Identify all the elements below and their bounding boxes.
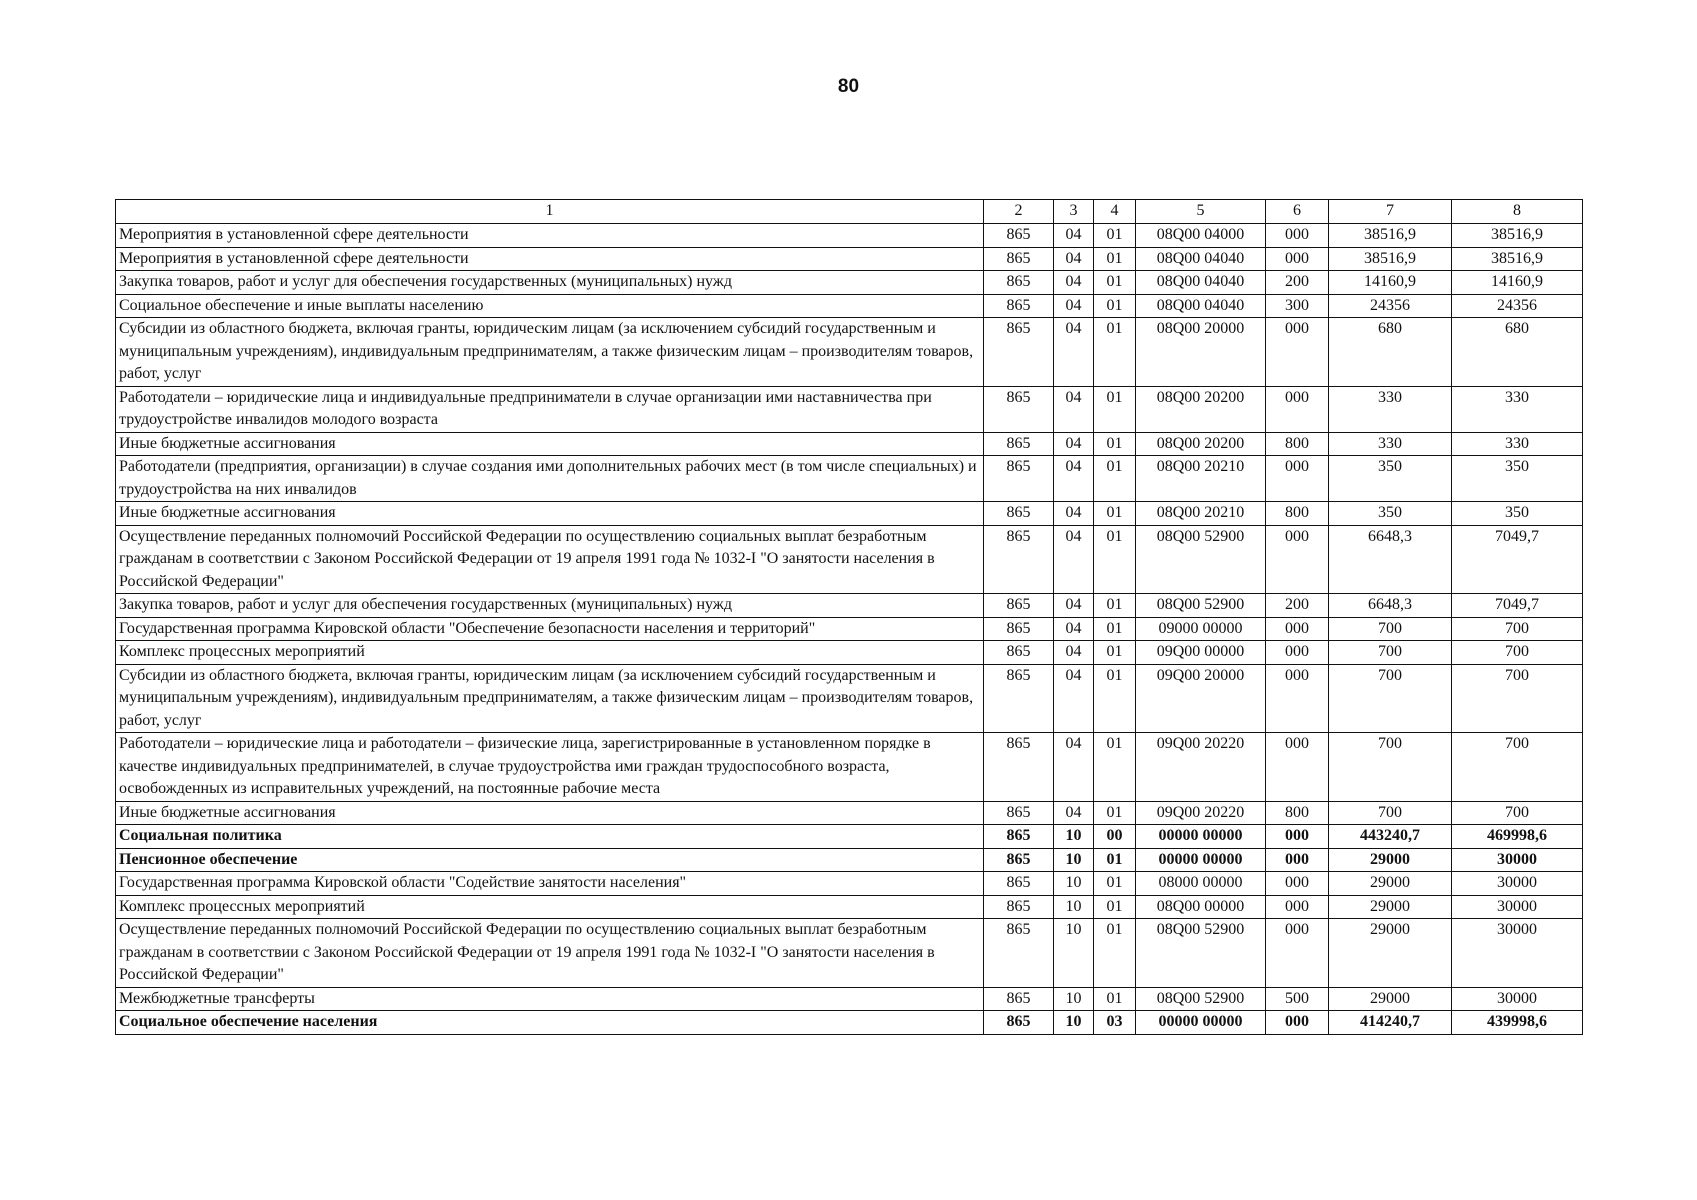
amount-cell: 330 <box>1452 386 1583 432</box>
expense-type-cell: 000 <box>1266 456 1329 502</box>
subsection-cell: 01 <box>1094 987 1136 1011</box>
target-article-cell: 08Q00 20210 <box>1136 502 1266 526</box>
table-row <box>116 386 1583 432</box>
header-cell: 8 <box>1452 200 1583 224</box>
code-cell: 865 <box>984 987 1054 1011</box>
amount-cell: 330 <box>1329 432 1452 456</box>
expense-type-cell: 000 <box>1266 386 1329 432</box>
code-cell: 865 <box>984 525 1054 594</box>
amount-cell: 350 <box>1452 502 1583 526</box>
amount-cell: 14160,9 <box>1329 271 1452 295</box>
target-article-cell: 09Q00 20000 <box>1136 664 1266 733</box>
table-row <box>116 664 1583 733</box>
target-article-cell: 08Q00 20200 <box>1136 386 1266 432</box>
expense-type-cell: 800 <box>1266 502 1329 526</box>
name-cell: Комплекс процессных мероприятий <box>116 641 984 665</box>
target-article-cell: 08Q00 52900 <box>1136 987 1266 1011</box>
table-row <box>116 617 1583 641</box>
expense-type-cell: 000 <box>1266 872 1329 896</box>
subsection-cell: 01 <box>1094 294 1136 318</box>
header-cell: 5 <box>1136 200 1266 224</box>
expense-type-cell: 000 <box>1266 825 1329 849</box>
table-row <box>116 224 1583 248</box>
name-cell: Осуществление переданных полномочий Российской Федерации по осуществлению социальных выплат безработным гражданам в соответствии с Законом Российской Федерации от 19 апреля 1991 года № 1032-I "О занятости населения в Российской Федерации" <box>116 525 984 594</box>
expense-type-cell: 200 <box>1266 594 1329 618</box>
amount-cell: 29000 <box>1329 872 1452 896</box>
expense-type-cell: 000 <box>1266 733 1329 802</box>
subsection-cell: 01 <box>1094 895 1136 919</box>
table-row <box>116 825 1583 849</box>
amount-cell: 29000 <box>1329 987 1452 1011</box>
code-cell: 865 <box>984 848 1054 872</box>
amount-cell: 350 <box>1329 456 1452 502</box>
subsection-cell: 01 <box>1094 432 1136 456</box>
table-row <box>116 733 1583 802</box>
name-cell: Иные бюджетные ассигнования <box>116 801 984 825</box>
header-cell: 7 <box>1329 200 1452 224</box>
amount-cell: 30000 <box>1452 919 1583 988</box>
name-cell: Социальное обеспечение и иные выплаты населению <box>116 294 984 318</box>
section-cell: 04 <box>1054 247 1094 271</box>
name-cell: Иные бюджетные ассигнования <box>116 432 984 456</box>
table-row <box>116 872 1583 896</box>
section-cell: 04 <box>1054 386 1094 432</box>
section-cell: 04 <box>1054 617 1094 641</box>
amount-cell: 30000 <box>1452 872 1583 896</box>
subsection-cell: 00 <box>1094 825 1136 849</box>
name-cell: Работодатели – юридические лица и индивидуальные предприниматели в случае организации ими наставничества при трудоустройстве инвалидов молодого возраста <box>116 386 984 432</box>
code-cell: 865 <box>984 872 1054 896</box>
table-row <box>116 641 1583 665</box>
amount-cell: 14160,9 <box>1452 271 1583 295</box>
section-cell: 10 <box>1054 987 1094 1011</box>
subsection-cell: 01 <box>1094 801 1136 825</box>
expense-type-cell: 800 <box>1266 432 1329 456</box>
section-cell: 10 <box>1054 825 1094 849</box>
amount-cell: 7049,7 <box>1452 594 1583 618</box>
amount-cell: 29000 <box>1329 848 1452 872</box>
amount-cell: 38516,9 <box>1452 247 1583 271</box>
expense-type-cell: 200 <box>1266 271 1329 295</box>
name-cell: Закупка товаров, работ и услуг для обеспечения государственных (муниципальных) нужд <box>116 271 984 295</box>
amount-cell: 439998,6 <box>1452 1011 1583 1035</box>
expense-type-cell: 000 <box>1266 641 1329 665</box>
code-cell: 865 <box>984 733 1054 802</box>
expense-type-cell: 000 <box>1266 318 1329 387</box>
expense-type-cell: 800 <box>1266 801 1329 825</box>
target-article-cell: 00000 00000 <box>1136 848 1266 872</box>
target-article-cell: 08Q00 00000 <box>1136 895 1266 919</box>
code-cell: 865 <box>984 664 1054 733</box>
amount-cell: 350 <box>1452 456 1583 502</box>
target-article-cell: 08Q00 20200 <box>1136 432 1266 456</box>
table-row <box>116 456 1583 502</box>
amount-cell: 29000 <box>1329 919 1452 988</box>
amount-cell: 24356 <box>1329 294 1452 318</box>
amount-cell: 680 <box>1452 318 1583 387</box>
name-cell: Мероприятия в установленной сфере деятельности <box>116 224 984 248</box>
name-cell: Осуществление переданных полномочий Российской Федерации по осуществлению социальных выплат безработным гражданам в соответствии с Законом Российской Федерации от 19 апреля 1991 года № 1032-I "О занятости населения в Российской Федерации" <box>116 919 984 988</box>
amount-cell: 700 <box>1452 801 1583 825</box>
section-cell: 10 <box>1054 872 1094 896</box>
name-cell: Субсидии из областного бюджета, включая гранты, юридическим лицам (за исключением субсидий государственным и муниципальным учреждениям), индивидуальным предпринимателям, а также физическим лицам – производителям товаров, работ, услуг <box>116 664 984 733</box>
target-article-cell: 08Q00 04000 <box>1136 224 1266 248</box>
table-row <box>116 594 1583 618</box>
section-cell: 04 <box>1054 733 1094 802</box>
name-cell: Комплекс процессных мероприятий <box>116 895 984 919</box>
table-row <box>116 848 1583 872</box>
amount-cell: 330 <box>1452 432 1583 456</box>
subsection-cell: 01 <box>1094 594 1136 618</box>
amount-cell: 443240,7 <box>1329 825 1452 849</box>
code-cell: 865 <box>984 318 1054 387</box>
subsection-cell: 01 <box>1094 386 1136 432</box>
header-cell: 3 <box>1054 200 1094 224</box>
table-row <box>116 895 1583 919</box>
section-cell: 04 <box>1054 502 1094 526</box>
code-cell: 865 <box>984 432 1054 456</box>
name-cell: Социальное обеспечение населения <box>116 1011 984 1035</box>
section-cell: 04 <box>1054 271 1094 295</box>
code-cell: 865 <box>984 456 1054 502</box>
amount-cell: 700 <box>1329 664 1452 733</box>
table-row <box>116 1011 1583 1035</box>
expense-type-cell: 000 <box>1266 848 1329 872</box>
amount-cell: 7049,7 <box>1452 525 1583 594</box>
section-cell: 04 <box>1054 318 1094 387</box>
amount-cell: 350 <box>1329 502 1452 526</box>
expense-type-cell: 300 <box>1266 294 1329 318</box>
table-row <box>116 432 1583 456</box>
expense-type-cell: 000 <box>1266 895 1329 919</box>
amount-cell: 700 <box>1452 617 1583 641</box>
table-row <box>116 318 1583 387</box>
amount-cell: 680 <box>1329 318 1452 387</box>
name-cell: Межбюджетные трансферты <box>116 987 984 1011</box>
table-row <box>116 247 1583 271</box>
subsection-cell: 01 <box>1094 318 1136 387</box>
subsection-cell: 01 <box>1094 733 1136 802</box>
subsection-cell: 03 <box>1094 1011 1136 1035</box>
amount-cell: 30000 <box>1452 848 1583 872</box>
target-article-cell: 08Q00 04040 <box>1136 294 1266 318</box>
amount-cell: 6648,3 <box>1329 525 1452 594</box>
subsection-cell: 01 <box>1094 617 1136 641</box>
target-article-cell: 08000 00000 <box>1136 872 1266 896</box>
amount-cell: 30000 <box>1452 895 1583 919</box>
code-cell: 865 <box>984 502 1054 526</box>
target-article-cell: 09Q00 20220 <box>1136 733 1266 802</box>
section-cell: 04 <box>1054 641 1094 665</box>
target-article-cell: 09Q00 00000 <box>1136 641 1266 665</box>
amount-cell: 38516,9 <box>1329 224 1452 248</box>
expense-type-cell: 000 <box>1266 247 1329 271</box>
header-cell: 1 <box>116 200 984 224</box>
section-cell: 04 <box>1054 224 1094 248</box>
table-row <box>116 801 1583 825</box>
header-cell: 2 <box>984 200 1054 224</box>
code-cell: 865 <box>984 801 1054 825</box>
section-cell: 04 <box>1054 525 1094 594</box>
code-cell: 865 <box>984 617 1054 641</box>
section-cell: 04 <box>1054 664 1094 733</box>
code-cell: 865 <box>984 224 1054 248</box>
subsection-cell: 01 <box>1094 664 1136 733</box>
amount-cell: 30000 <box>1452 987 1583 1011</box>
section-cell: 10 <box>1054 848 1094 872</box>
subsection-cell: 01 <box>1094 502 1136 526</box>
code-cell: 865 <box>984 271 1054 295</box>
target-article-cell: 08Q00 52900 <box>1136 594 1266 618</box>
section-cell: 10 <box>1054 919 1094 988</box>
target-article-cell: 08Q00 52900 <box>1136 525 1266 594</box>
expense-type-cell: 000 <box>1266 525 1329 594</box>
subsection-cell: 01 <box>1094 641 1136 665</box>
name-cell: Мероприятия в установленной сфере деятельности <box>116 247 984 271</box>
name-cell: Работодатели (предприятия, организации) в случае создания ими дополнительных рабочих мест (в том числе специальных) и трудоустройства на них инвалидов <box>116 456 984 502</box>
expense-type-cell: 000 <box>1266 919 1329 988</box>
amount-cell: 700 <box>1329 641 1452 665</box>
amount-cell: 700 <box>1452 641 1583 665</box>
name-cell: Государственная программа Кировской области "Содействие занятости населения" <box>116 872 984 896</box>
amount-cell: 414240,7 <box>1329 1011 1452 1035</box>
table-row <box>116 987 1583 1011</box>
subsection-cell: 01 <box>1094 848 1136 872</box>
target-article-cell: 08Q00 04040 <box>1136 271 1266 295</box>
target-article-cell: 00000 00000 <box>1136 1011 1266 1035</box>
header-cell: 6 <box>1266 200 1329 224</box>
expense-type-cell: 000 <box>1266 1011 1329 1035</box>
target-article-cell: 08Q00 20000 <box>1136 318 1266 387</box>
subsection-cell: 01 <box>1094 456 1136 502</box>
amount-cell: 330 <box>1329 386 1452 432</box>
amount-cell: 469998,6 <box>1452 825 1583 849</box>
name-cell: Иные бюджетные ассигнования <box>116 502 984 526</box>
amount-cell: 700 <box>1452 733 1583 802</box>
section-cell: 04 <box>1054 801 1094 825</box>
name-cell: Государственная программа Кировской области "Обеспечение безопасности населения и территорий" <box>116 617 984 641</box>
header-cell: 4 <box>1094 200 1136 224</box>
budget-table <box>115 199 1583 1035</box>
expense-type-cell: 000 <box>1266 224 1329 248</box>
amount-cell: 24356 <box>1452 294 1583 318</box>
amount-cell: 700 <box>1452 664 1583 733</box>
header-row <box>116 200 1583 224</box>
section-cell: 04 <box>1054 294 1094 318</box>
subsection-cell: 01 <box>1094 525 1136 594</box>
table-row <box>116 919 1583 988</box>
code-cell: 865 <box>984 895 1054 919</box>
section-cell: 04 <box>1054 432 1094 456</box>
amount-cell: 38516,9 <box>1329 247 1452 271</box>
subsection-cell: 01 <box>1094 919 1136 988</box>
code-cell: 865 <box>984 919 1054 988</box>
target-article-cell: 08Q00 04040 <box>1136 247 1266 271</box>
name-cell: Субсидии из областного бюджета, включая гранты, юридическим лицам (за исключением субсидий государственным и муниципальным учреждениям), индивидуальным предпринимателям, а также физическим лицам – производителям товаров, работ, услуг <box>116 318 984 387</box>
name-cell: Пенсионное обеспечение <box>116 848 984 872</box>
section-cell: 04 <box>1054 594 1094 618</box>
section-cell: 10 <box>1054 1011 1094 1035</box>
name-cell: Работодатели – юридические лица и работодатели – физические лица, зарегистрированные в установленном порядке в качестве индивидуальных предпринимателей, в случае трудоустройства ими граждан трудоспособного возраста, освобожденных из исправительных учреждений, на постоянные рабочие места <box>116 733 984 802</box>
subsection-cell: 01 <box>1094 872 1136 896</box>
subsection-cell: 01 <box>1094 271 1136 295</box>
section-cell: 04 <box>1054 456 1094 502</box>
table-row <box>116 525 1583 594</box>
amount-cell: 700 <box>1329 733 1452 802</box>
target-article-cell: 09000 00000 <box>1136 617 1266 641</box>
code-cell: 865 <box>984 1011 1054 1035</box>
section-cell: 10 <box>1054 895 1094 919</box>
amount-cell: 6648,3 <box>1329 594 1452 618</box>
amount-cell: 29000 <box>1329 895 1452 919</box>
code-cell: 865 <box>984 641 1054 665</box>
code-cell: 865 <box>984 825 1054 849</box>
code-cell: 865 <box>984 247 1054 271</box>
amount-cell: 700 <box>1329 801 1452 825</box>
expense-type-cell: 500 <box>1266 987 1329 1011</box>
amount-cell: 38516,9 <box>1452 224 1583 248</box>
target-article-cell: 09Q00 20220 <box>1136 801 1266 825</box>
target-article-cell: 08Q00 20210 <box>1136 456 1266 502</box>
subsection-cell: 01 <box>1094 224 1136 248</box>
name-cell: Социальная политика <box>116 825 984 849</box>
table-row <box>116 271 1583 295</box>
code-cell: 865 <box>984 386 1054 432</box>
amount-cell: 700 <box>1329 617 1452 641</box>
code-cell: 865 <box>984 294 1054 318</box>
target-article-cell: 08Q00 52900 <box>1136 919 1266 988</box>
expense-type-cell: 000 <box>1266 664 1329 733</box>
name-cell: Закупка товаров, работ и услуг для обеспечения государственных (муниципальных) нужд <box>116 594 984 618</box>
expense-type-cell: 000 <box>1266 617 1329 641</box>
code-cell: 865 <box>984 594 1054 618</box>
table-body <box>116 224 1583 1035</box>
page-number: 80 <box>837 76 860 97</box>
table-row <box>116 502 1583 526</box>
subsection-cell: 01 <box>1094 247 1136 271</box>
table-row <box>116 294 1583 318</box>
target-article-cell: 00000 00000 <box>1136 825 1266 849</box>
